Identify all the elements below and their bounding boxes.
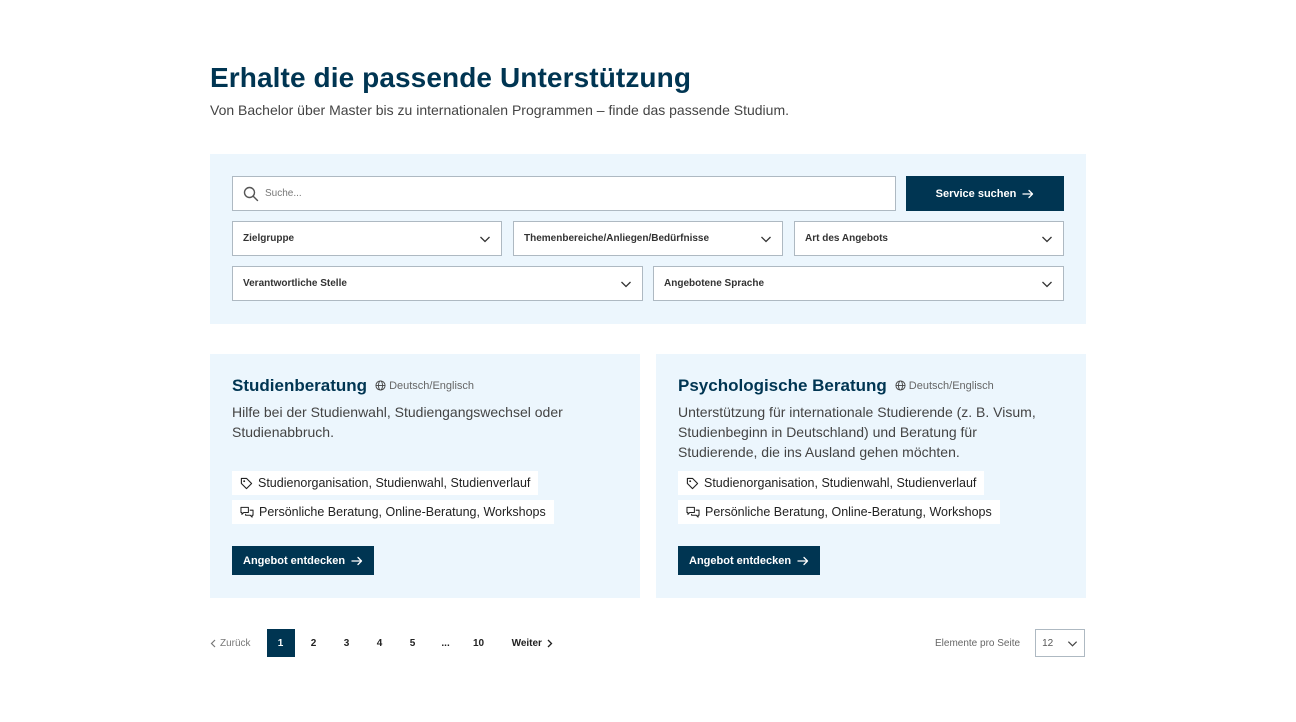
card-description: Hilfe bei der Studienwahl, Studiengangswechsel oder Studienabbruch. [232,404,563,440]
chevron-down-icon [1041,278,1053,290]
card-topics-tag [232,471,538,495]
search-button[interactable] [906,176,1064,211]
select-verantwortliche-stelle[interactable] [232,266,643,301]
search-box[interactable] [232,176,896,211]
card-title: Studienberatung [232,376,368,395]
arrow-right-icon [797,556,809,566]
select-label: Art des Angebots [805,233,888,244]
items-per-page-select[interactable] [1035,629,1085,657]
chevron-down-icon [620,278,632,290]
page-1[interactable]: 1 [267,629,295,657]
select-label: Themenbereiche/Anliegen/Bedürfnisse [524,233,710,244]
select-themenbereiche[interactable] [513,221,783,256]
items-per-page-label: Elemente pro Seite [935,637,1021,649]
chevron-left-icon [210,639,217,648]
globe-icon [895,380,906,391]
next-page-link[interactable] [512,638,553,649]
prev-page-label: Zurück [220,637,251,649]
card-topics: Studienorganisation, Studienwahl, Studienverlauf [704,476,977,490]
items-per-page-value: 12 [1042,637,1054,649]
card-language-label: Deutsch/Englisch [908,379,994,392]
card-description: Unterstützung für internationale Studierende (z. B. Visum, Studienbeginn in Deutschland) und Beratung für Studierende, die ins Ausland gehen möchten. [678,404,1036,460]
next-page-label: Weiter [511,637,542,649]
discover-offer-button[interactable] [678,546,820,575]
page-title: Erhalte die passende Unterstützung [210,62,692,93]
select-label: Verantwortliche Stelle [243,278,347,289]
select-label: Zielgruppe [243,233,295,244]
search-button-label: Service suchen [935,187,1017,200]
discover-offer-label: Angebot entdecken [243,554,346,567]
page-ellipsis: ... [441,637,450,649]
card-topics-tag [678,471,984,495]
chat-icon [686,506,700,519]
chevron-right-icon [546,639,553,648]
discover-offer-button[interactable] [232,546,374,575]
card-language-label: Deutsch/Englisch [389,379,475,392]
card-language [895,380,994,392]
filter-panel [210,154,1086,324]
page-subtitle: Von Bachelor über Master bis zu internationalen Programmen – finde das passende Studium. [210,102,790,118]
select-label: Angebotene Sprache [664,278,765,289]
items-per-page [935,629,1085,657]
card-formats: Persönliche Beratung, Online-Beratung, Workshops [259,505,546,519]
select-angebotene-sprache[interactable] [653,266,1064,301]
select-art-des-angebots[interactable] [794,221,1064,256]
page-4[interactable]: 4 [376,637,383,649]
card-topics: Studienorganisation, Studienwahl, Studienverlauf [258,476,531,490]
chevron-down-icon [1067,638,1078,649]
tag-icon [686,477,699,490]
search-icon [243,186,259,202]
pagination [210,629,553,657]
chevron-down-icon [1041,233,1053,245]
tag-icon [240,477,253,490]
page-2[interactable]: 2 [310,637,317,649]
chevron-down-icon [760,233,772,245]
card-title: Psychologische Beratung [678,376,887,395]
card-formats-tag [232,500,554,524]
prev-page-link[interactable] [210,638,251,649]
search-input[interactable] [265,188,865,199]
discover-offer-label: Angebot entdecken [689,554,792,567]
page-10[interactable]: 10 [473,637,485,649]
service-card-studienberatung [210,354,640,598]
chevron-down-icon [479,233,491,245]
page-5[interactable]: 5 [409,637,416,649]
card-language [375,380,474,392]
globe-icon [375,380,386,391]
service-card-psychologische-beratung [656,354,1086,598]
card-formats: Persönliche Beratung, Online-Beratung, Workshops [705,505,992,519]
arrow-right-icon [351,556,363,566]
page-3[interactable]: 3 [343,637,350,649]
chat-icon [240,506,254,519]
arrow-right-icon [1022,189,1034,199]
card-formats-tag [678,500,1000,524]
select-zielgruppe[interactable] [232,221,502,256]
